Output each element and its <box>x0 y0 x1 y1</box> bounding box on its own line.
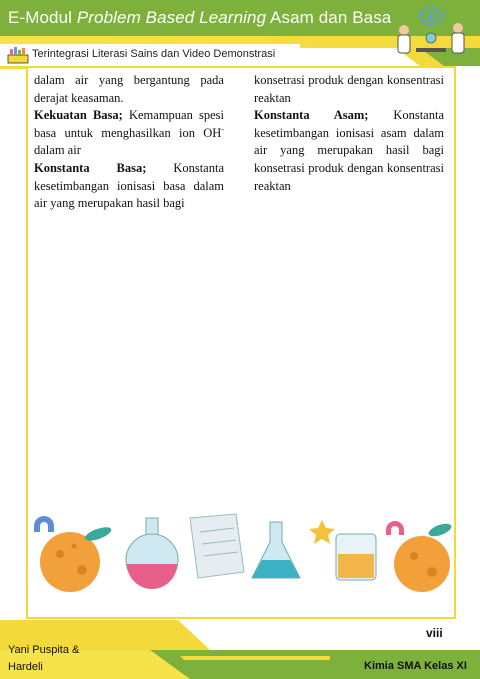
glossary-entry: Kekuatan Basa; Kemampuan spesi basa untuk menghasilkan ion OH- dalam air <box>34 108 224 158</box>
glossary-entry: Konstanta Basa; Konstanta kesetimbangan ionisasi basa dalam air yang merupakan hasil bagi <box>34 160 224 211</box>
left-column <box>34 72 224 213</box>
module-title: E-Modul Problem Based Learning Asam dan Basa <box>8 8 392 27</box>
course-label: Kimia SMA Kelas XI <box>364 660 467 672</box>
right-column <box>254 72 444 195</box>
paragraph: dalam air yang bergantung pada derajat keasaman. <box>34 73 224 105</box>
paragraph: konsetrasi produk dengan konsentrasi reaktan <box>254 73 444 105</box>
page-number: viii <box>426 626 443 640</box>
author-credit: Yani Puspita & Hardeli <box>8 644 80 673</box>
chemistry-illustration-strip <box>30 512 452 592</box>
book-icon <box>6 45 30 65</box>
glossary-entry: Konstanta Asam; Konstanta kesetimbangan ionisasi asam dalam air yang merupakan hasil bagi konsetrasi produk dengan konsentrasi reaktan <box>254 108 444 193</box>
scientists-illustration <box>386 4 476 60</box>
module-subtitle: Terintegrasi Literasi Sains dan Video Demonstrasi <box>32 48 276 60</box>
